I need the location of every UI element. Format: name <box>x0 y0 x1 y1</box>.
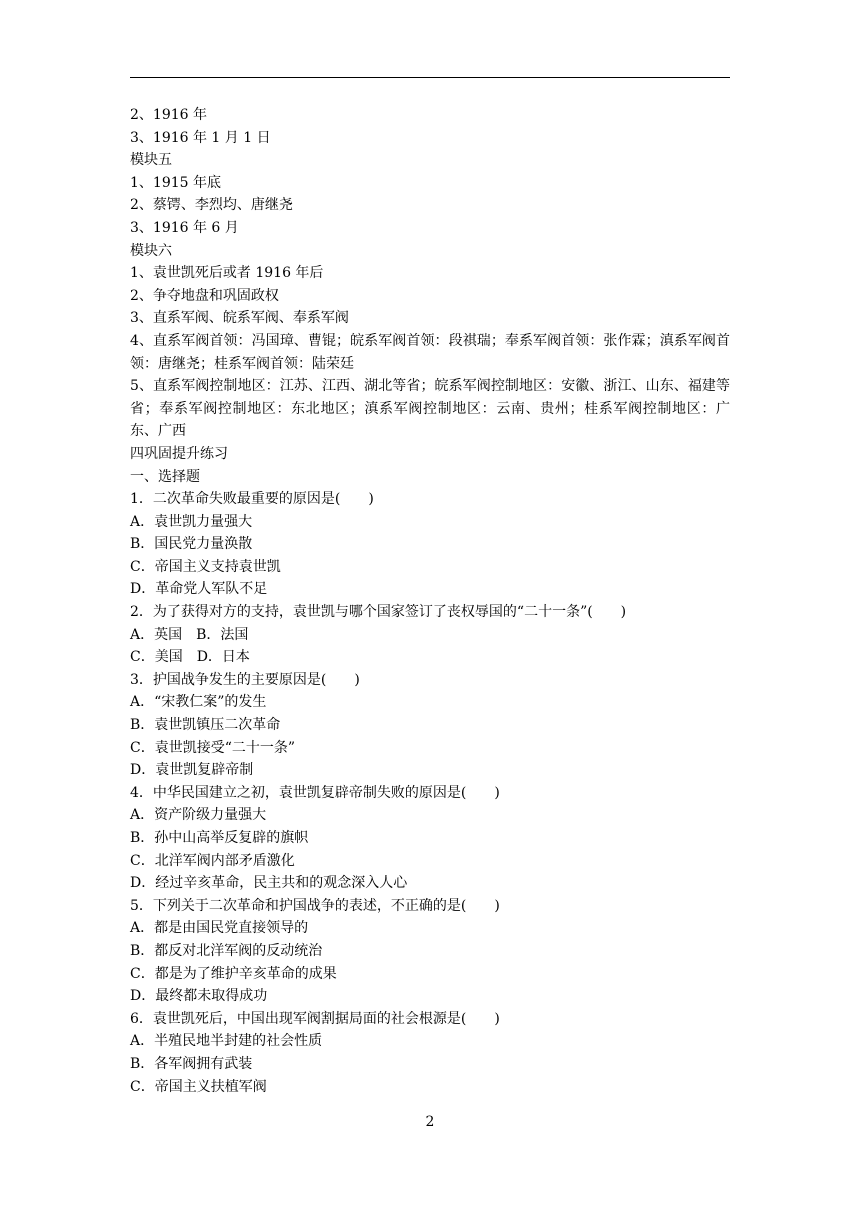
answer-option: A．袁世凯力量强大 <box>130 513 253 530</box>
answer-option: B．国民党力量涣散 <box>130 536 253 553</box>
answer-option: C．帝国主义扶植军阀 <box>130 1078 267 1095</box>
section-heading: 一、选择题 <box>130 468 200 485</box>
page-number: 2 <box>425 1114 435 1130</box>
answer-option: B．孙中山高举反复辟的旗帜 <box>130 830 309 846</box>
question: 2．为了获得对方的支持，袁世凯与哪个国家签订了丧权辱国的“二十一条”( ) <box>130 604 627 621</box>
section-heading: 模块五 <box>130 152 172 169</box>
question: 6．袁世凯死后，中国出现军阀割据局面的社会根源是( ) <box>130 1010 500 1027</box>
question: 3．护国战争发生的主要原因是( ) <box>130 671 360 688</box>
text-paragraph: 5、直系军阀控制地区：江苏、江西、湖北等省；皖系军阀控制地区：安徽、浙江、山东、福建等省；奉系军阀控制地区：东北地区；滇系军阀控制地区：云南、贵州；桂系军阀控制地区：广东、广西 <box>130 378 730 440</box>
answer-option: D．袁世凯复辟帝制 <box>130 762 254 779</box>
question: 4．中华民国建立之初，袁世凯复辟帝制失败的原因是( ) <box>130 784 500 801</box>
answer-option: B．都反对北洋军阀的反动统治 <box>130 942 323 959</box>
answer-option: A．“宋教仁案”的发生 <box>130 694 267 711</box>
answer-option: D．最终都未取得成功 <box>130 988 268 1005</box>
text-line: 1、1915 年底 <box>130 174 221 191</box>
section-heading: 四巩固提升练习 <box>130 445 228 462</box>
text-line: 3、1916 年 1 月 1 日 <box>130 129 271 146</box>
answer-option: C．都是为了维护辛亥革命的成果 <box>130 965 337 982</box>
answer-option: A．资产阶级力量强大 <box>130 807 267 824</box>
answer-option: C．美国 D．日本 <box>130 649 250 666</box>
answer-option: A．半殖民地半封建的社会性质 <box>130 1033 323 1050</box>
answer-option: C．袁世凯接受“二十一条” <box>130 739 296 756</box>
answer-option: B．各军阀拥有武装 <box>130 1055 253 1072</box>
answer-option: A．英国 B．法国 <box>130 626 249 643</box>
section-heading: 模块六 <box>130 242 172 259</box>
text-line: 1、袁世凯死后或者 1916 年后 <box>130 265 324 282</box>
header-rule <box>130 77 730 78</box>
page-body <box>130 104 730 1098</box>
answer-option: B．袁世凯镇压二次革命 <box>130 717 281 734</box>
answer-option: D．革命党人军队不足 <box>130 581 268 598</box>
answer-option: D．经过辛亥革命，民主共和的观念深入人心 <box>130 875 408 892</box>
text-line: 3、1916 年 6 月 <box>130 219 239 236</box>
question: 1．二次革命失败最重要的原因是( ) <box>130 491 374 508</box>
answer-option: C．北洋军阀内部矛盾激化 <box>130 852 295 869</box>
answer-option: A．都是由国民党直接领导的 <box>130 920 309 937</box>
text-line: 2、1916 年 <box>130 107 207 123</box>
question: 5．下列关于二次革命和护国战争的表述，不正确的是( ) <box>130 897 500 914</box>
text-paragraph: 4、直系军阀首领：冯国璋、曹锟；皖系军阀首领：段祺瑞；奉系军阀首领：张作霖；滇系军阀首领：唐继尧；桂系军阀首领：陆荣廷 <box>130 332 730 372</box>
text-line: 2、蔡锷、李烈均、唐继尧 <box>130 197 293 214</box>
text-line: 3、直系军阀、皖系军阀、奉系军阀 <box>130 310 349 327</box>
text-line: 2、争夺地盘和巩固政权 <box>130 287 279 304</box>
answer-option: C．帝国主义支持袁世凯 <box>130 558 281 575</box>
